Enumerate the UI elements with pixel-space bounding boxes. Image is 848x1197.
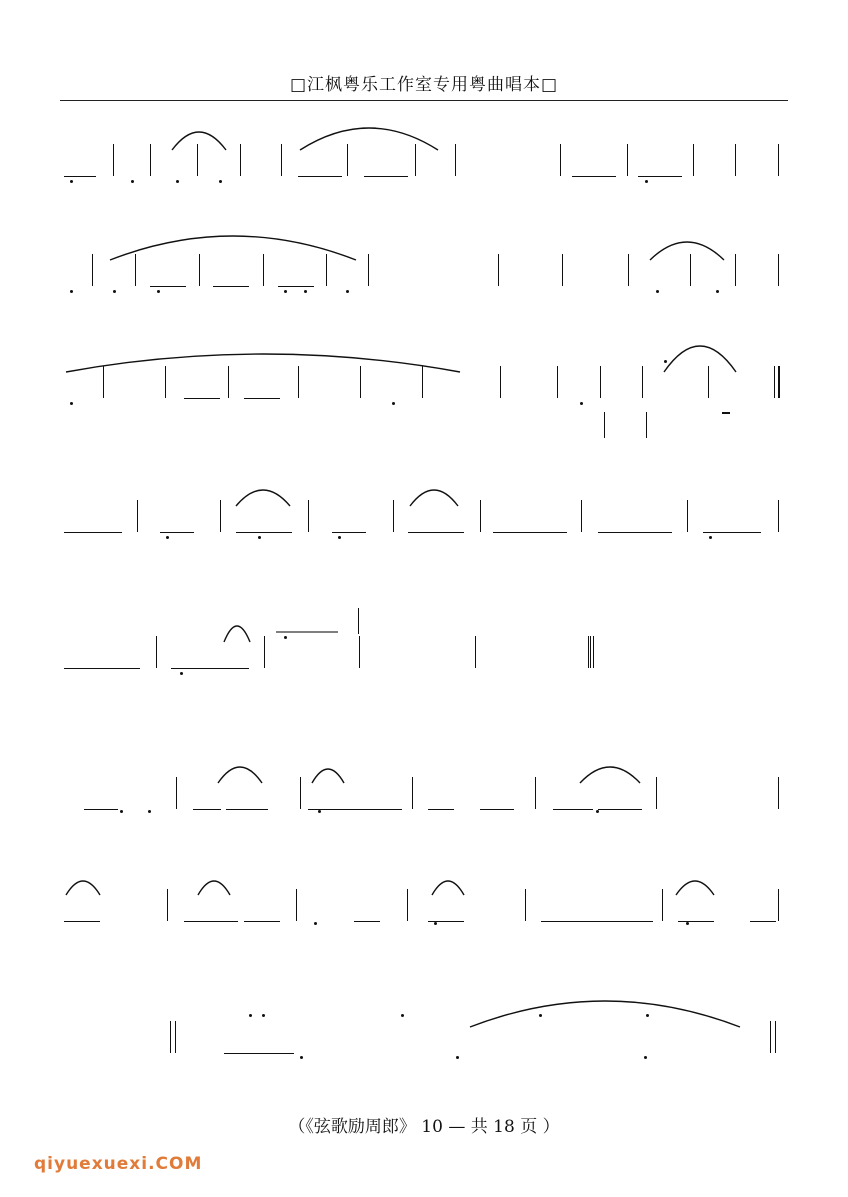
slur-arc <box>198 881 230 895</box>
slur-arc <box>664 346 736 372</box>
slur-arc <box>110 236 356 260</box>
watermark-logo <box>34 1154 202 1174</box>
slur-arc <box>218 767 262 783</box>
page-footer <box>0 1112 848 1137</box>
watermark-text: qiyuexuexi.COM <box>34 1154 203 1174</box>
header-title: □江枫粤乐工作室专用粤曲唱本□ <box>289 75 559 95</box>
slur-arc <box>312 769 344 783</box>
footer-page-info: （《弦歌励周郎》 10 — 共 18 页 ） <box>288 1117 560 1137</box>
slur-arc <box>676 881 714 895</box>
slur-arc <box>300 128 438 150</box>
slur-arc <box>432 881 464 895</box>
slur-arc <box>66 354 460 372</box>
slur-arc <box>224 626 250 642</box>
slur-arc <box>650 242 724 260</box>
slur-arc <box>470 1001 740 1027</box>
slur-arc <box>236 490 290 506</box>
slur-arc <box>410 490 458 506</box>
slur-arc <box>172 132 226 150</box>
slur-arc <box>580 767 640 783</box>
slur-arc <box>66 881 100 895</box>
